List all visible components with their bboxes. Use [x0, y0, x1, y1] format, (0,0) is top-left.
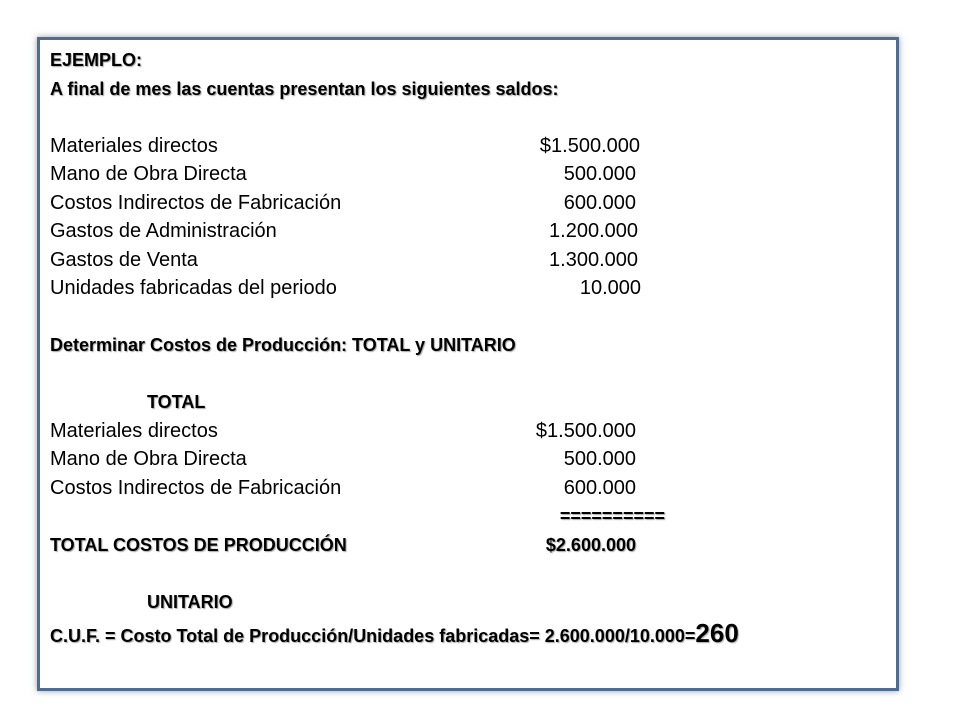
balance-value: 600.000 — [563, 191, 636, 214]
balance-label: Gastos de Administración — [50, 220, 277, 242]
balance-row — [50, 246, 638, 275]
slide-content — [50, 46, 886, 650]
balance-value: 10.000 — [579, 277, 641, 299]
balance-row — [50, 189, 636, 218]
example-title: EJEMPLO: — [50, 50, 143, 70]
total-item-label: Costos Indirectos de Fabricación — [50, 476, 342, 499]
total-item-row — [50, 474, 636, 503]
balance-value: 500.000 — [563, 163, 636, 185]
balance-row — [50, 217, 638, 246]
total-item-value: 500.000 — [563, 448, 636, 470]
separator: ========== — [559, 506, 665, 526]
grand-total-row — [50, 531, 636, 560]
total-item-value: 600.000 — [563, 476, 636, 499]
balance-value: 1.200.000 — [549, 220, 638, 242]
grand-total-label: TOTAL COSTOS DE PRODUCCIÓN — [50, 534, 347, 555]
balance-label: Mano de Obra Directa — [50, 163, 247, 185]
unit-formula-row — [50, 616, 886, 650]
unit-heading: UNITARIO — [147, 591, 233, 612]
grand-total-value: $2.600.000 — [545, 534, 636, 555]
separator-row — [50, 502, 886, 531]
total-heading: TOTAL — [147, 392, 206, 412]
balance-row — [50, 274, 641, 303]
total-item-value: $1.500.000 — [535, 419, 636, 442]
balance-value: 1.300.000 — [549, 248, 638, 271]
spacer — [50, 360, 886, 389]
balance-label: Materiales directos — [50, 134, 218, 157]
total-item-row — [50, 417, 636, 446]
balance-label: Costos Indirectos de Fabricación — [50, 191, 342, 214]
balance-row — [50, 160, 636, 189]
balance-label: Gastos de Venta — [50, 248, 198, 271]
total-item-label: Materiales directos — [50, 419, 218, 442]
unit-result: 260 — [695, 618, 739, 648]
spacer — [50, 559, 886, 588]
total-item-label: Mano de Obra Directa — [50, 448, 247, 470]
unit-formula: C.U.F. = Costo Total de Producción/Unidades fabricadas= 2.600.000/10.000= — [50, 626, 696, 646]
balance-value: $1.500.000 — [539, 134, 640, 157]
balance-row — [50, 132, 640, 161]
balance-label: Unidades fabricadas del periodo — [50, 277, 337, 299]
total-item-row — [50, 445, 636, 474]
spacer — [50, 103, 886, 132]
task-heading: Determinar Costos de Producción: TOTAL y UNITARIO — [50, 335, 516, 355]
example-subtitle: A final de mes las cuentas presentan los siguientes saldos: — [50, 78, 559, 99]
slide-frame — [37, 37, 899, 691]
spacer — [50, 303, 886, 332]
